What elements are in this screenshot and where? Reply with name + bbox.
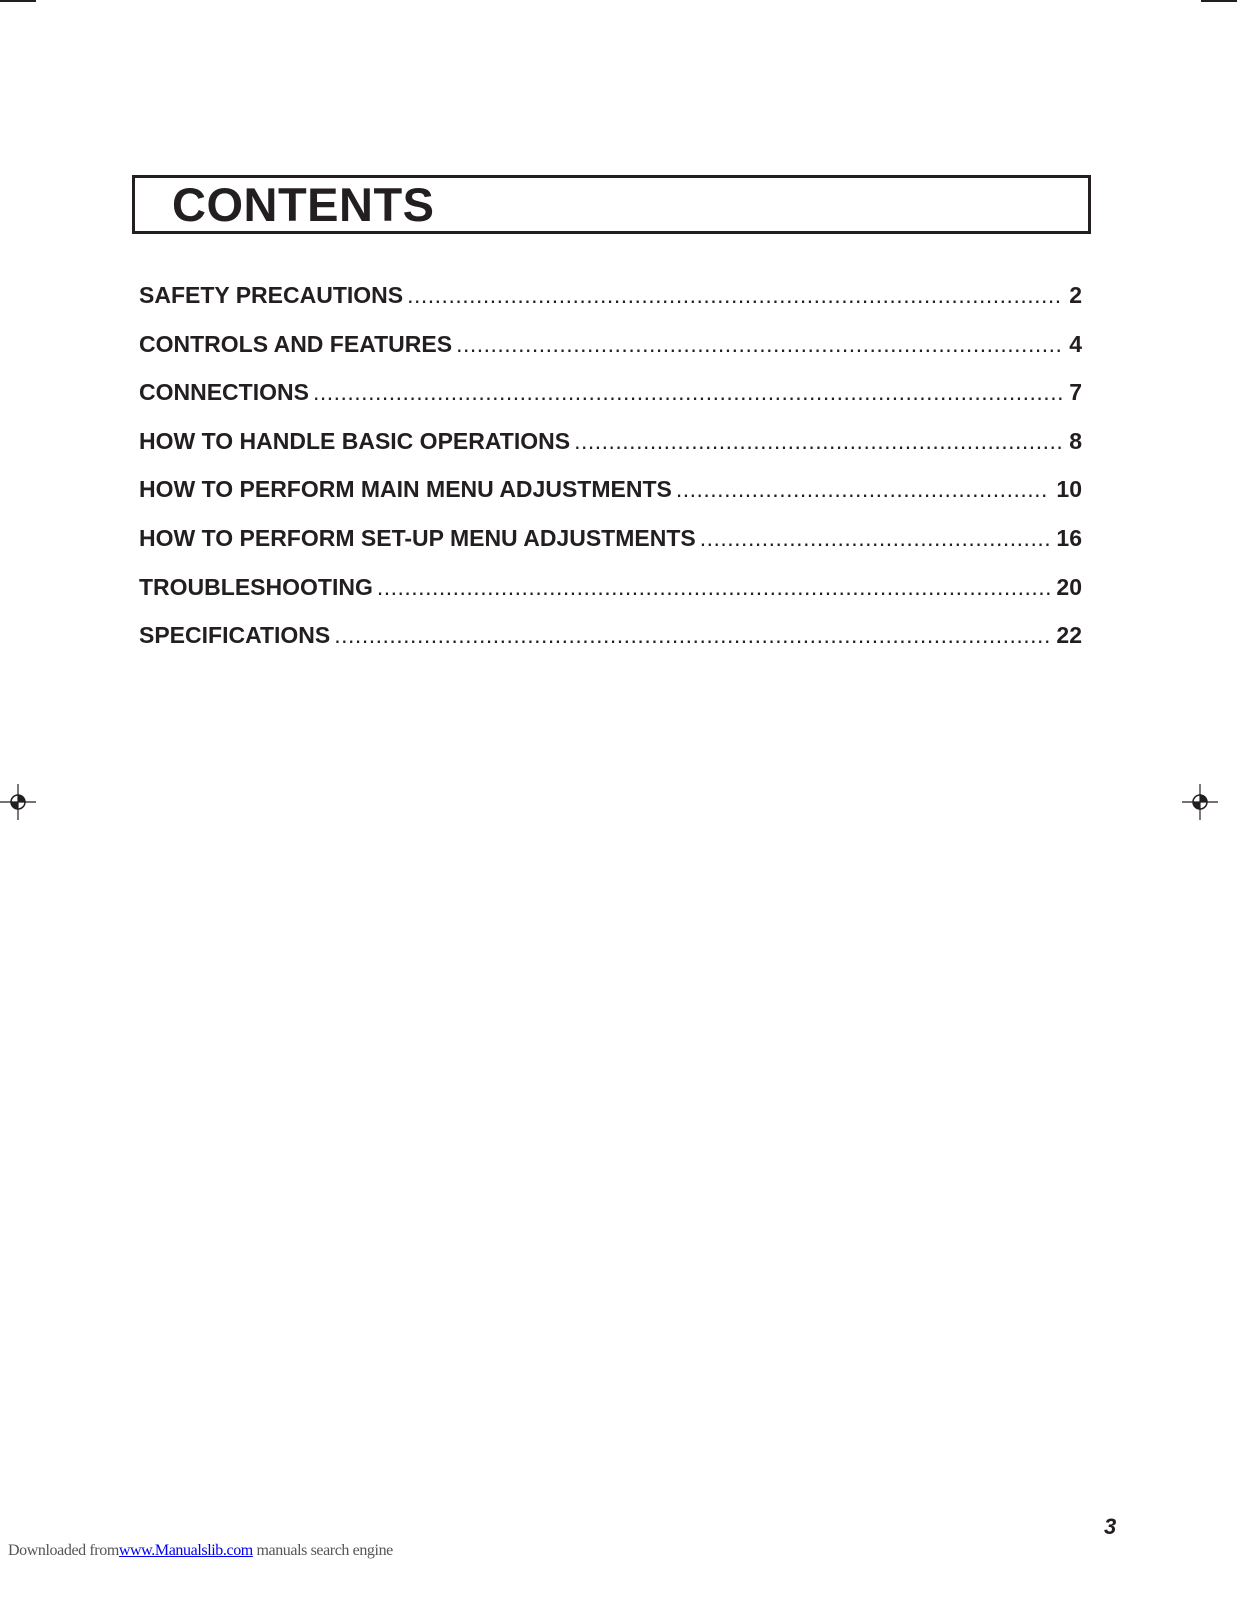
toc-dot-leader — [700, 525, 1051, 552]
toc-entry-main-menu-adjustments[interactable] — [139, 476, 1082, 525]
toc-dot-leader — [574, 428, 1063, 455]
toc-entry-page: 7 — [1069, 379, 1082, 406]
toc-entry-page: 16 — [1056, 524, 1082, 551]
toc-dot-leader — [407, 282, 1063, 309]
crop-mark-top-right — [1201, 0, 1237, 2]
toc-entry-title: SPECIFICATIONS — [139, 622, 331, 649]
toc-entry-page: 22 — [1056, 622, 1082, 649]
toc-dot-leader — [334, 622, 1050, 649]
toc-entry-title: HOW TO PERFORM MAIN MENU ADJUSTMENTS — [139, 476, 672, 503]
toc-entry-page: 4 — [1069, 330, 1082, 357]
toc-entry-page: 8 — [1069, 427, 1082, 454]
toc-entry-basic-operations[interactable] — [139, 428, 1082, 477]
toc-entry-title: SAFETY PRECAUTIONS — [139, 282, 404, 308]
toc-entry-setup-menu-adjustments[interactable] — [139, 525, 1082, 574]
download-footer — [8, 1542, 393, 1560]
footer-suffix: manuals search engine — [252, 1542, 393, 1559]
toc-entry-title: HOW TO HANDLE BASIC OPERATIONS — [139, 427, 571, 454]
footer-prefix: Downloaded from — [8, 1542, 119, 1559]
toc-dot-leader — [313, 379, 1063, 406]
page-title: CONTENTS — [172, 178, 435, 231]
toc-entry-title: CONNECTIONS — [139, 379, 309, 406]
page-number: 3 — [1104, 1514, 1117, 1539]
toc-entry-title: CONTROLS AND FEATURES — [139, 330, 453, 357]
toc-entry-page: 20 — [1056, 573, 1082, 600]
crop-mark-top-left — [0, 0, 36, 2]
toc-entry-page: 2 — [1069, 282, 1082, 308]
manualslib-link[interactable]: www.Manualslib.com — [118, 1542, 253, 1559]
table-of-contents — [139, 282, 1082, 671]
registration-mark-left-icon — [0, 784, 36, 820]
toc-entry-safety-precautions[interactable] — [139, 282, 1082, 331]
toc-entry-troubleshooting[interactable] — [139, 574, 1082, 623]
toc-dot-leader — [456, 331, 1063, 358]
toc-entry-connections[interactable] — [139, 379, 1082, 428]
registration-mark-right-icon — [1182, 784, 1218, 820]
toc-dot-leader — [377, 574, 1051, 601]
toc-entry-specifications[interactable] — [139, 622, 1082, 671]
toc-entry-title: HOW TO PERFORM SET-UP MENU ADJUSTMENTS — [139, 524, 696, 551]
toc-dot-leader — [676, 476, 1051, 503]
toc-entry-page: 10 — [1056, 476, 1082, 503]
toc-entry-title: TROUBLESHOOTING — [139, 573, 373, 600]
contents-title-box — [132, 175, 1091, 234]
toc-entry-controls-and-features[interactable] — [139, 331, 1082, 380]
